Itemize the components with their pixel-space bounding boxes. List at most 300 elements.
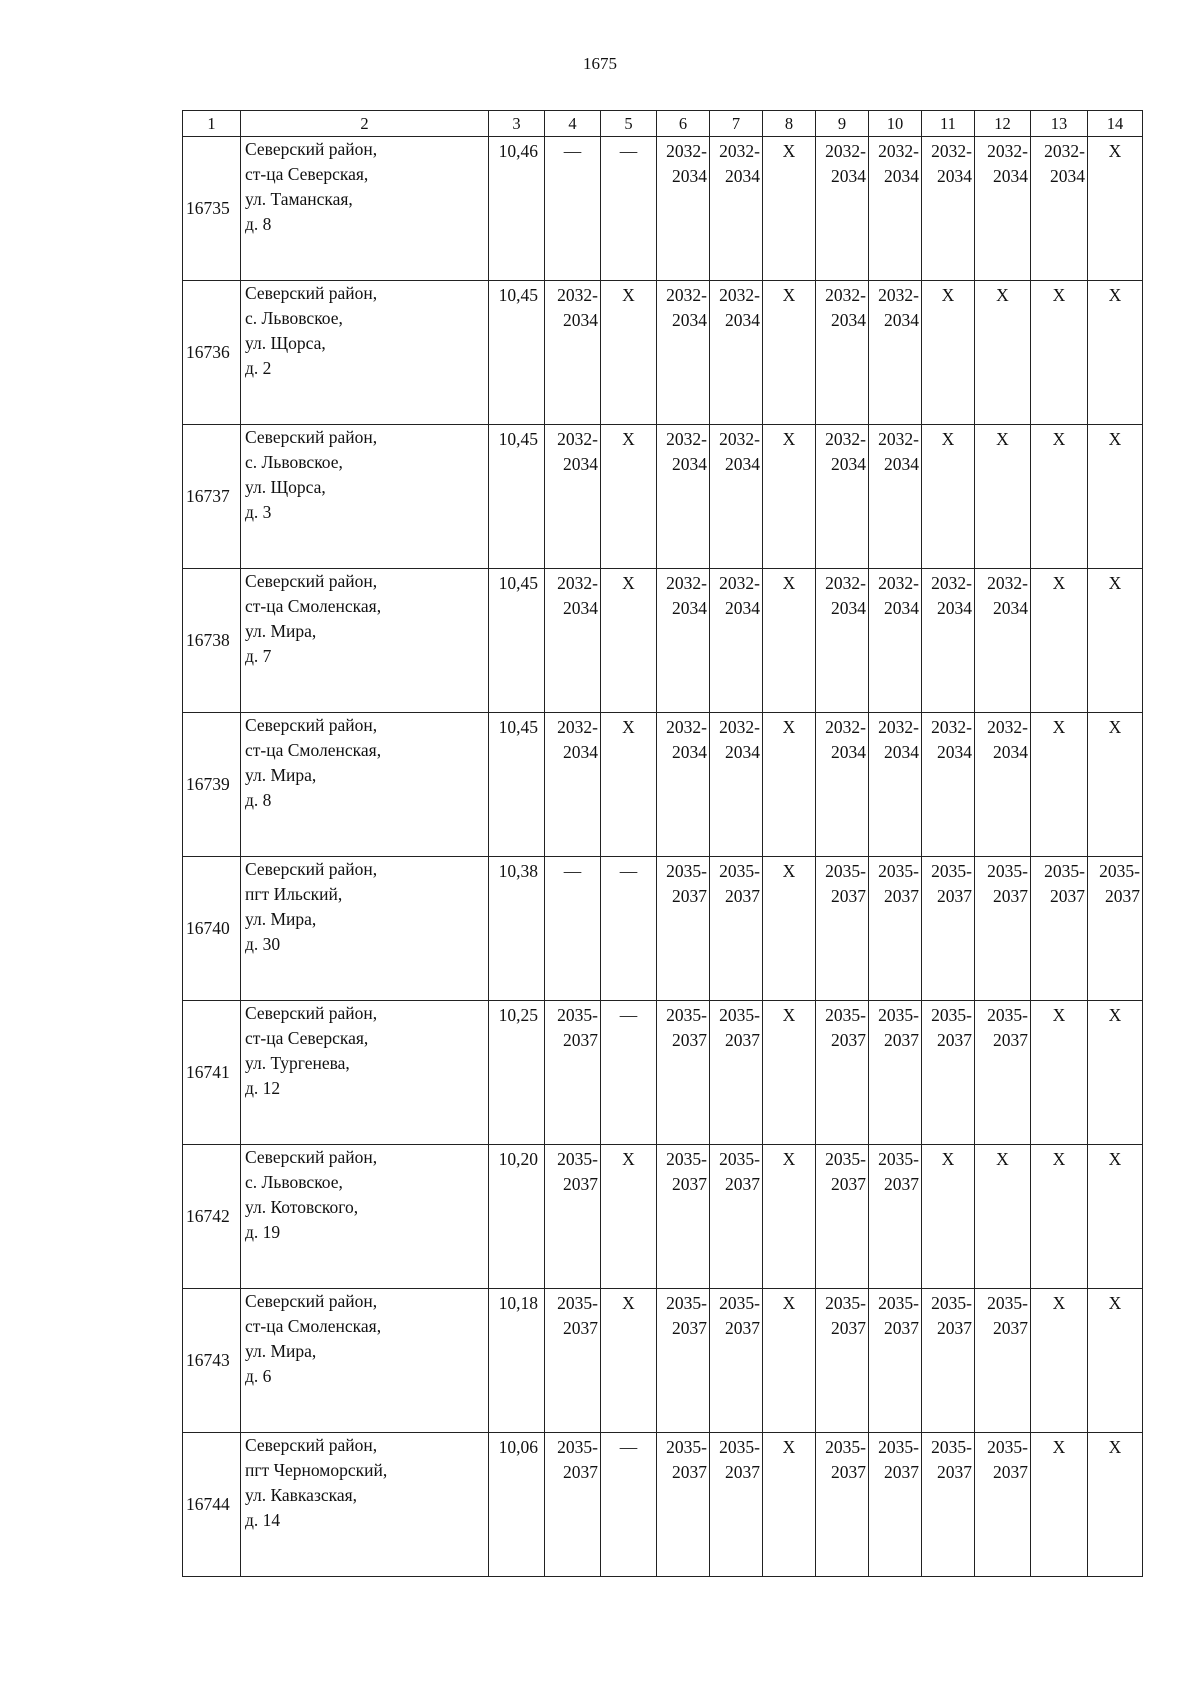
row-number-cell: 16744 [183,1433,241,1577]
address-line: ст-ца Смоленская, [245,1316,382,1336]
period-cell [545,569,601,713]
period-cell [601,1289,657,1433]
value-text: 10,20 [498,1149,538,1169]
period-cell [869,425,922,569]
year-range-part: 2032- [666,717,707,737]
period-value [869,1433,921,1485]
period-cell [975,713,1031,857]
period-cell [975,137,1031,281]
period-value [601,425,656,452]
period-cell [1088,137,1143,281]
year-range-part: 2035- [557,1149,598,1169]
period-cell [1031,281,1088,425]
year-range-part: 2032- [987,573,1028,593]
address-cell [241,1145,489,1289]
address-line: ул. Мира, [245,909,317,929]
row-number-cell: 16737 [183,425,241,569]
period-cell [1088,1433,1143,1577]
cell-mark: X [782,1005,796,1025]
period-value [601,1433,656,1460]
year-range-part: 2037 [563,1318,598,1338]
period-value [710,1433,762,1485]
period-cell [763,281,816,425]
year-range-part: 2034 [831,166,866,186]
period-value [922,1001,974,1053]
column-header: 3 [489,111,545,137]
table-row [183,1433,1143,1577]
year-range-part: 2037 [993,1462,1028,1482]
cell-mark: — [563,141,582,161]
year-range-part: 2034 [563,742,598,762]
cell-mark: — [563,861,582,881]
period-value [545,1145,600,1197]
period-cell [545,1289,601,1433]
period-cell [545,1001,601,1145]
period-cell [657,1289,710,1433]
period-value [1088,425,1142,452]
table-row [183,713,1143,857]
period-cell [657,713,710,857]
value-text: 10,46 [498,141,538,161]
year-range-part: 2037 [563,1030,598,1050]
year-range-part: 2037 [831,1462,866,1482]
year-range-part: 2034 [672,454,707,474]
period-cell [1031,569,1088,713]
period-value [975,857,1030,909]
year-range-part: 2037 [993,1318,1028,1338]
cell-mark: X [1108,141,1122,161]
year-range-part: 2035- [557,1293,598,1313]
period-value [763,857,815,884]
period-value [657,1289,709,1341]
period-value [1088,1433,1142,1460]
year-range-part: 2032- [666,285,707,305]
period-value [710,713,762,765]
cell-mark: X [1108,1437,1122,1457]
address-line: ул. Тургенева, [245,1053,350,1073]
cell-mark: X [996,429,1009,449]
period-cell [869,569,922,713]
period-cell [922,137,975,281]
period-cell [710,281,763,425]
year-range-part: 2035- [719,1005,760,1025]
year-range-part: 2034 [725,166,760,186]
year-range-part: 2034 [884,310,919,330]
period-cell [1088,713,1143,857]
address-cell [241,713,489,857]
period-value [763,713,815,740]
period-cell [763,137,816,281]
year-range-part: 2032- [825,141,866,161]
year-range-part: 2035- [1044,861,1085,881]
header-row [183,111,1143,137]
period-value [1088,281,1142,308]
period-value [816,569,868,621]
period-value [657,425,709,477]
address-line: ул. Мира, [245,765,317,785]
period-cell [710,1145,763,1289]
year-range-part: 2035- [719,1293,760,1313]
year-range-part: 2037 [725,886,760,906]
column-header: 2 [241,111,489,137]
table-row [183,281,1143,425]
period-cell [601,137,657,281]
period-value [869,1145,921,1197]
year-range-part: 2034 [563,310,598,330]
period-value [601,1289,656,1316]
period-cell [975,1001,1031,1145]
year-range-part: 2032- [987,141,1028,161]
period-value [710,1289,762,1341]
year-range-part: 2035- [825,1149,866,1169]
period-value [975,425,1030,452]
period-value [545,137,600,164]
address-cell [241,1001,489,1145]
period-cell [601,425,657,569]
period-value [816,425,868,477]
period-value [816,1145,868,1197]
address-line: Северский район, [245,1435,378,1455]
period-value [975,1001,1030,1053]
address-line: д. 14 [245,1510,281,1530]
period-cell [1031,1001,1088,1145]
period-cell [975,1145,1031,1289]
year-range-part: 2037 [884,886,919,906]
year-range-part: 2037 [993,886,1028,906]
year-range-part: 2032- [719,717,760,737]
year-range-part: 2037 [725,1030,760,1050]
year-range-part: 2037 [937,1030,972,1050]
address-line: ул. Котовского, [245,1197,359,1217]
value-cell [489,137,545,281]
period-value [869,1289,921,1341]
period-value [1088,857,1142,909]
year-range-part: 2035- [987,861,1028,881]
period-cell [1088,281,1143,425]
year-range-part: 2037 [831,1030,866,1050]
period-cell [816,569,869,713]
value-text: 10,06 [498,1437,538,1457]
period-cell [601,1145,657,1289]
cell-mark: X [782,861,796,881]
address-line: с. Львовское, [245,452,343,472]
cell-mark: X [782,573,796,593]
year-range-part: 2032- [931,717,972,737]
cell-mark: X [1052,429,1066,449]
year-range-part: 2032- [825,573,866,593]
value-cell [489,1433,545,1577]
value-text: 10,45 [498,573,538,593]
period-cell [1031,137,1088,281]
column-header: 12 [975,111,1031,137]
year-range-part: 2034 [884,742,919,762]
address-line: Северский район, [245,571,378,591]
column-header: 5 [601,111,657,137]
period-cell [975,569,1031,713]
column-header: 9 [816,111,869,137]
period-value [1031,425,1087,452]
address-cell [241,1433,489,1577]
address-line: ул. Кавказская, [245,1485,358,1505]
year-range-part: 2034 [725,310,760,330]
year-range-part: 2037 [672,1318,707,1338]
period-cell [601,281,657,425]
year-range-part: 2037 [993,1030,1028,1050]
address-cell [241,569,489,713]
period-value [1031,281,1087,308]
table-row [183,1145,1143,1289]
address-line: Северский район, [245,859,378,879]
period-value [601,1145,656,1172]
year-range-part: 2037 [672,1030,707,1050]
period-value [657,569,709,621]
period-cell [1088,1289,1143,1433]
column-header: 14 [1088,111,1143,137]
cell-mark: X [782,285,796,305]
period-value [763,1001,815,1028]
year-range-part: 2037 [884,1174,919,1194]
year-range-part: 2035- [825,861,866,881]
address-line: д. 12 [245,1078,281,1098]
year-range-part: 2032- [878,717,919,737]
cell-mark: — [619,141,638,161]
cell-mark: X [1108,1005,1122,1025]
year-range-part: 2035- [878,1293,919,1313]
row-number-cell: 16740 [183,857,241,1001]
cell-mark: X [941,1149,955,1169]
period-value [763,425,815,452]
year-range-part: 2035- [878,1149,919,1169]
value-cell [489,569,545,713]
cell-mark: X [1052,285,1066,305]
period-cell [545,1145,601,1289]
period-value [545,569,600,621]
period-cell [657,569,710,713]
year-range-part: 2035- [666,1437,707,1457]
period-cell [1088,1145,1143,1289]
period-cell [816,713,869,857]
cell-mark: X [996,1149,1009,1169]
period-value [545,713,600,765]
year-range-part: 2035- [719,1437,760,1457]
value-cell [489,1001,545,1145]
period-cell [601,569,657,713]
address-line: д. 7 [245,646,272,666]
year-range-part: 2035- [666,861,707,881]
year-range-part: 2032- [557,429,598,449]
cell-mark: X [1052,1293,1066,1313]
year-range-part: 2037 [672,886,707,906]
value-text: 10,45 [498,429,538,449]
period-cell [1088,857,1143,1001]
year-range-part: 2032- [666,429,707,449]
year-range-part: 2034 [563,454,598,474]
address-line: Северский район, [245,1291,378,1311]
period-cell [869,1433,922,1577]
period-cell [601,713,657,857]
year-range-part: 2035- [987,1293,1028,1313]
period-cell [869,1001,922,1145]
year-range-part: 2035- [825,1293,866,1313]
period-cell [763,857,816,1001]
period-cell [657,425,710,569]
period-cell [869,1289,922,1433]
period-value [1088,1001,1142,1028]
cell-mark: X [622,1293,635,1313]
year-range-part: 2035- [825,1005,866,1025]
value-cell [489,857,545,1001]
period-value [545,281,600,333]
year-range-part: 2032- [1044,141,1085,161]
period-cell [1088,425,1143,569]
year-range-part: 2035- [666,1293,707,1313]
cell-mark: X [622,1149,635,1169]
period-cell [763,713,816,857]
period-cell [975,425,1031,569]
address-line: ст-ца Смоленская, [245,740,382,760]
period-cell [1031,1145,1088,1289]
period-value [710,281,762,333]
period-cell [1088,569,1143,713]
period-cell [869,281,922,425]
value-text: 10,45 [498,285,538,305]
period-value [1031,569,1087,596]
value-text: 10,45 [498,717,538,737]
period-value [869,713,921,765]
address-line: ул. Мира, [245,1341,317,1361]
year-range-part: 2035- [878,861,919,881]
register-table [182,110,1143,1577]
period-cell [975,857,1031,1001]
address-line: д. 2 [245,358,272,378]
value-text: 10,38 [498,861,538,881]
period-cell [816,137,869,281]
year-range-part: 2032- [878,429,919,449]
year-range-part: 2032- [666,141,707,161]
year-range-part: 2034 [937,742,972,762]
period-value [710,569,762,621]
period-value [710,1145,762,1197]
period-cell [1031,857,1088,1001]
page-number: 1675 [583,54,617,73]
period-value [922,1289,974,1341]
year-range-part: 2037 [1050,886,1085,906]
value-text: 10,25 [498,1005,538,1025]
period-value [975,1289,1030,1341]
period-cell [710,425,763,569]
year-range-part: 2032- [719,285,760,305]
period-cell [869,713,922,857]
period-value [816,281,868,333]
year-range-part: 2037 [831,1174,866,1194]
period-value [657,857,709,909]
period-cell [1088,1001,1143,1145]
period-value [1088,1145,1142,1172]
address-cell [241,1289,489,1433]
period-value [657,137,709,189]
period-cell [545,281,601,425]
period-value [922,569,974,621]
period-value [1088,1289,1142,1316]
year-range-part: 2037 [884,1030,919,1050]
year-range-part: 2034 [725,742,760,762]
year-range-part: 2035- [931,1293,972,1313]
period-value [545,1001,600,1053]
period-value [657,1433,709,1485]
year-range-part: 2035- [1099,861,1140,881]
column-header: 11 [922,111,975,137]
period-value [922,137,974,189]
year-range-part: 2034 [993,598,1028,618]
period-cell [922,1433,975,1577]
period-value [657,281,709,333]
row-number-cell: 16736 [183,281,241,425]
year-range-part: 2035- [557,1005,598,1025]
period-value [657,713,709,765]
table-row [183,137,1143,281]
year-range-part: 2032- [878,573,919,593]
period-cell [922,713,975,857]
period-value [763,1289,815,1316]
period-cell [869,857,922,1001]
period-cell [710,569,763,713]
period-value [710,857,762,909]
year-range-part: 2032- [825,429,866,449]
period-value [975,1433,1030,1485]
period-value [763,281,815,308]
period-cell [545,1433,601,1577]
period-value [710,425,762,477]
cell-mark: X [941,429,955,449]
period-value [922,1433,974,1485]
column-header: 1 [183,111,241,137]
period-cell [657,1001,710,1145]
year-range-part: 2032- [719,429,760,449]
period-value [922,281,974,308]
period-value [545,425,600,477]
year-range-part: 2037 [725,1318,760,1338]
table-row [183,1289,1143,1433]
period-cell [657,1145,710,1289]
period-cell [922,1145,975,1289]
year-range-part: 2037 [831,886,866,906]
period-cell [657,857,710,1001]
year-range-part: 2035- [719,1149,760,1169]
period-value [869,425,921,477]
period-cell [657,137,710,281]
period-value [816,713,868,765]
row-number-cell: 16742 [183,1145,241,1289]
cell-mark: X [1052,717,1066,737]
period-cell [545,713,601,857]
period-cell [763,1289,816,1433]
period-value [975,569,1030,621]
period-value [601,1001,656,1028]
year-range-part: 2037 [884,1462,919,1482]
value-cell [489,281,545,425]
period-cell [710,857,763,1001]
address-line: ул. Таманская, [245,189,353,209]
period-value [763,1433,815,1460]
period-value [816,1433,868,1485]
period-value [922,857,974,909]
period-cell [922,1289,975,1433]
period-cell [657,1433,710,1577]
period-cell [975,1433,1031,1577]
period-value [816,857,868,909]
period-cell [869,137,922,281]
period-cell [710,1001,763,1145]
